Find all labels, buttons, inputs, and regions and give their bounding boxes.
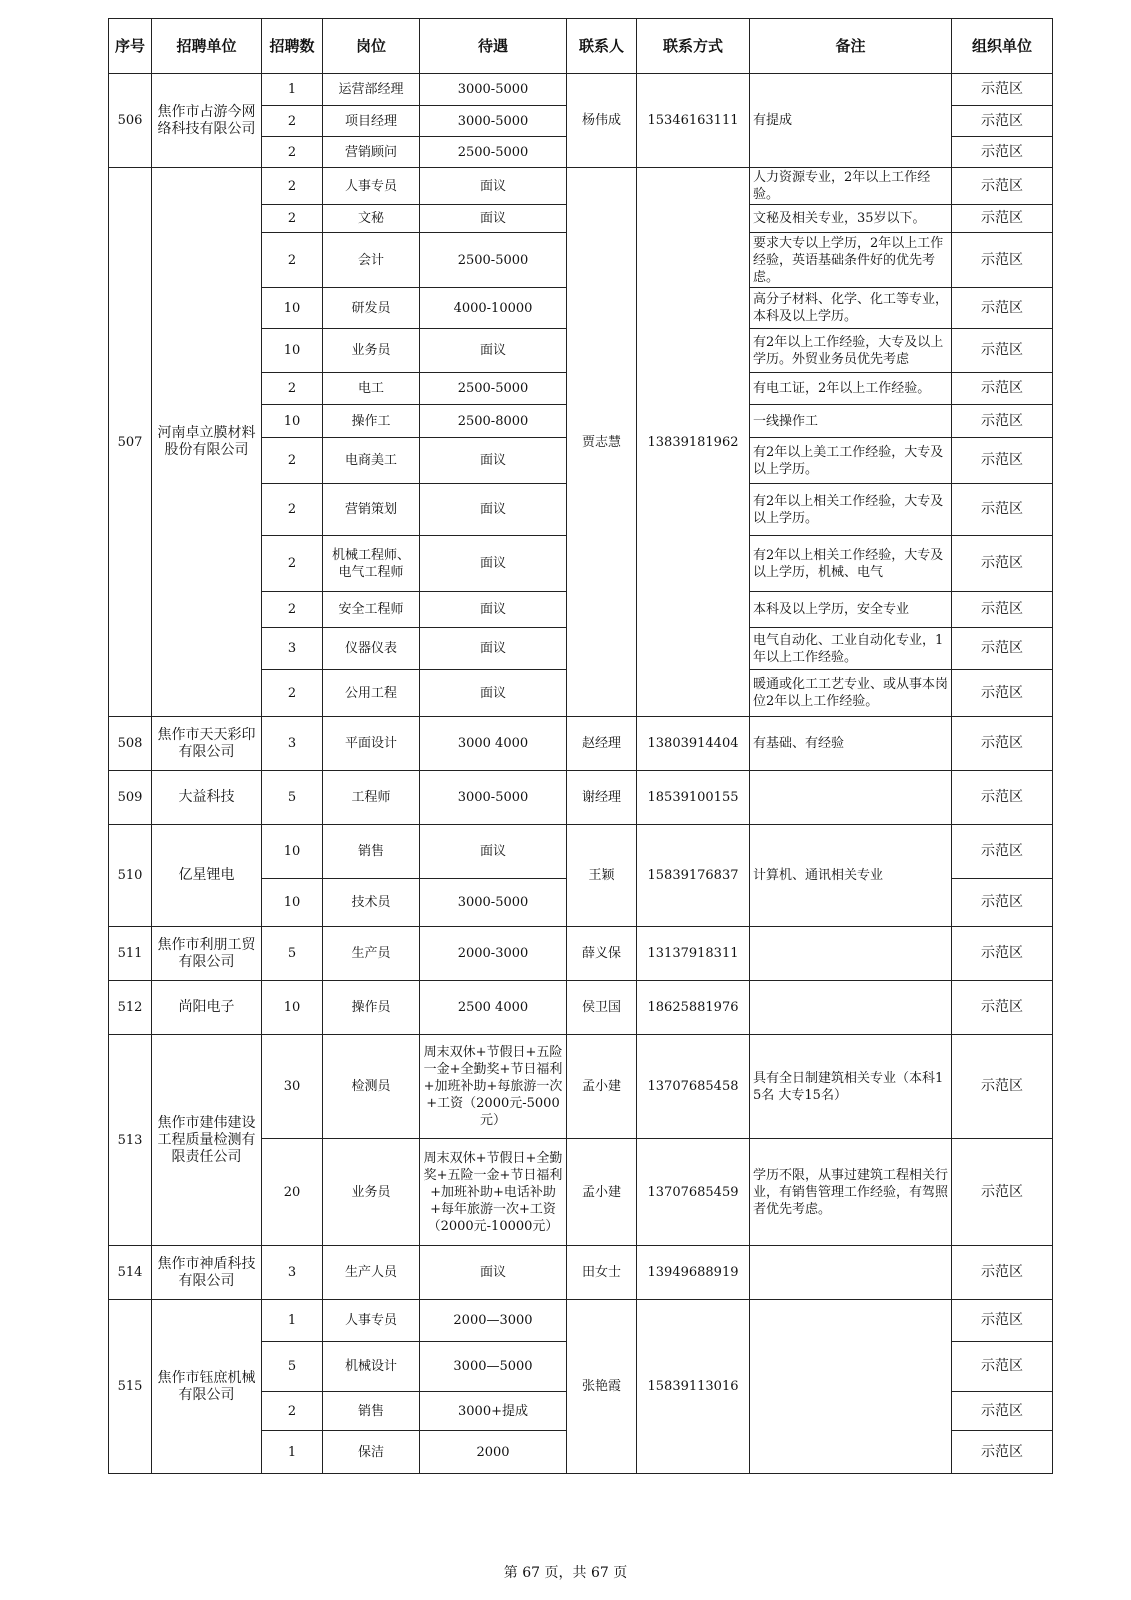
table-body [109,74,1053,1474]
note-cell: 电气自动化、工业自动化专业，1年以上工作经验。 [750,628,952,670]
header-organizer: 组织单位 [952,19,1053,74]
phone-cell: 13137918311 [637,927,750,981]
pay-cell: 周末双休+节假日+五险一金+全勤奖+节日福利+加班补助+每旅游一次+工资（2000元-5000元） [420,1035,567,1139]
note-cell [750,981,952,1035]
note-cell: 有2年以上美工工作经验，大专及以上学历。 [750,438,952,484]
pay-cell: 3000—5000 [420,1342,567,1392]
post-cell: 营销顾问 [323,137,420,168]
pay-cell: 面议 [420,205,567,233]
count-cell: 30 [262,1035,323,1139]
serial-cell: 511 [109,927,152,981]
post-cell: 公用工程 [323,670,420,717]
employer-cell: 亿星锂电 [152,825,262,927]
table-row [109,981,1053,1035]
note-cell: 高分子材料、化学、化工等专业，本科及以上学历。 [750,288,952,329]
post-cell: 机械工程师、电气工程师 [323,536,420,592]
table-row [109,168,1053,205]
note-cell: 有基础、有经验 [750,717,952,771]
employer-cell: 焦作市利朋工贸有限公司 [152,927,262,981]
serial-cell: 509 [109,771,152,825]
table-header-row [109,19,1053,74]
post-cell: 营销策划 [323,484,420,536]
organizer-cell: 示范区 [952,484,1053,536]
table-row [109,1246,1053,1300]
contact-cell: 贾志慧 [567,168,637,717]
pay-cell: 2000—3000 [420,1300,567,1342]
pay-cell: 2500-5000 [420,137,567,168]
count-cell: 3 [262,628,323,670]
note-cell: 计算机、通讯相关专业 [750,825,952,927]
organizer-cell: 示范区 [952,771,1053,825]
pay-cell: 2500 4000 [420,981,567,1035]
count-cell: 3 [262,717,323,771]
organizer-cell: 示范区 [952,168,1053,205]
post-cell: 人事专员 [323,1300,420,1342]
organizer-cell: 示范区 [952,592,1053,628]
table-row [109,74,1053,106]
pay-cell: 面议 [420,592,567,628]
post-cell: 生产员 [323,927,420,981]
contact-cell: 侯卫国 [567,981,637,1035]
note-cell: 有2年以上工作经验，大专及以上学历。外贸业务员优先考虑 [750,329,952,373]
pay-cell: 2500-8000 [420,405,567,438]
post-cell: 电工 [323,373,420,405]
organizer-cell: 示范区 [952,205,1053,233]
serial-cell: 508 [109,717,152,771]
note-cell: 有2年以上相关工作经验，大专及以上学历，机械、电气 [750,536,952,592]
header-post: 岗位 [323,19,420,74]
pay-cell: 面议 [420,438,567,484]
count-cell: 2 [262,592,323,628]
count-cell: 2 [262,536,323,592]
organizer-cell: 示范区 [952,981,1053,1035]
contact-cell: 赵经理 [567,717,637,771]
header-contact: 联系人 [567,19,637,74]
organizer-cell: 示范区 [952,628,1053,670]
serial-cell: 506 [109,74,152,168]
organizer-cell: 示范区 [952,879,1053,927]
organizer-cell: 示范区 [952,1342,1053,1392]
note-cell: 具有全日制建筑相关专业（本科15名 大专15名） [750,1035,952,1139]
post-cell: 保洁 [323,1431,420,1474]
pay-cell: 3000-5000 [420,879,567,927]
phone-cell: 13839181962 [637,168,750,717]
pay-cell: 2000-3000 [420,927,567,981]
contact-cell: 孟小建 [567,1035,637,1139]
note-cell: 学历不限，从事过建筑工程相关行业，有销售管理工作经验，有驾照者优先考虑。 [750,1139,952,1246]
organizer-cell: 示范区 [952,825,1053,879]
post-cell: 运营部经理 [323,74,420,106]
note-cell: 有提成 [750,74,952,168]
pay-cell: 面议 [420,168,567,205]
employer-cell: 河南卓立膜材料股份有限公司 [152,168,262,717]
header-employer: 招聘单位 [152,19,262,74]
header-phone: 联系方式 [637,19,750,74]
employer-cell: 焦作市占游今网络科技有限公司 [152,74,262,168]
pay-cell: 面议 [420,329,567,373]
organizer-cell: 示范区 [952,405,1053,438]
contact-cell: 张艳霞 [567,1300,637,1474]
table-row [109,825,1053,879]
note-cell: 要求大专以上学历，2年以上工作经验，英语基础条件好的优先考虑。 [750,233,952,288]
count-cell: 2 [262,373,323,405]
header-note: 备注 [750,19,952,74]
count-cell: 3 [262,1246,323,1300]
note-cell [750,1300,952,1474]
pay-cell: 3000-5000 [420,74,567,106]
post-cell: 机械设计 [323,1342,420,1392]
pay-cell: 面议 [420,825,567,879]
count-cell: 10 [262,329,323,373]
organizer-cell: 示范区 [952,1392,1053,1431]
phone-cell: 18625881976 [637,981,750,1035]
organizer-cell: 示范区 [952,137,1053,168]
pay-cell: 3000-5000 [420,771,567,825]
organizer-cell: 示范区 [952,1035,1053,1139]
table-row [109,927,1053,981]
organizer-cell: 示范区 [952,1246,1053,1300]
organizer-cell: 示范区 [952,927,1053,981]
organizer-cell: 示范区 [952,373,1053,405]
note-cell: 有2年以上相关工作经验，大专及以上学历。 [750,484,952,536]
count-cell: 20 [262,1139,323,1246]
organizer-cell: 示范区 [952,1139,1053,1246]
post-cell: 仪器仪表 [323,628,420,670]
phone-cell: 13707685459 [637,1139,750,1246]
organizer-cell: 示范区 [952,536,1053,592]
pay-cell: 面议 [420,670,567,717]
note-cell: 暖通或化工工艺专业、或从事本岗位2年以上工作经验。 [750,670,952,717]
count-cell: 2 [262,1392,323,1431]
count-cell: 10 [262,825,323,879]
count-cell: 2 [262,205,323,233]
table-row [109,717,1053,771]
serial-cell: 514 [109,1246,152,1300]
note-cell: 文秘及相关专业，35岁以下。 [750,205,952,233]
post-cell: 生产人员 [323,1246,420,1300]
post-cell: 操作员 [323,981,420,1035]
note-cell [750,771,952,825]
count-cell: 1 [262,1431,323,1474]
contact-cell: 杨伟成 [567,74,637,168]
note-cell: 一线操作工 [750,405,952,438]
post-cell: 业务员 [323,1139,420,1246]
serial-cell: 513 [109,1035,152,1246]
contact-cell: 田女士 [567,1246,637,1300]
count-cell: 2 [262,233,323,288]
post-cell: 文秘 [323,205,420,233]
count-cell: 2 [262,137,323,168]
employer-cell: 焦作市神盾科技有限公司 [152,1246,262,1300]
pay-cell: 2000 [420,1431,567,1474]
phone-cell: 15839176837 [637,825,750,927]
employer-cell: 焦作市天天彩印有限公司 [152,717,262,771]
pay-cell: 面议 [420,536,567,592]
count-cell: 10 [262,879,323,927]
pay-cell: 2500-5000 [420,233,567,288]
count-cell: 2 [262,484,323,536]
post-cell: 工程师 [323,771,420,825]
pay-cell: 面议 [420,1246,567,1300]
pay-cell: 3000+提成 [420,1392,567,1431]
note-cell: 本科及以上学历，安全专业 [750,592,952,628]
count-cell: 5 [262,927,323,981]
pay-cell: 4000-10000 [420,288,567,329]
organizer-cell: 示范区 [952,106,1053,137]
count-cell: 5 [262,1342,323,1392]
organizer-cell: 示范区 [952,329,1053,373]
serial-cell: 512 [109,981,152,1035]
contact-cell: 孟小建 [567,1139,637,1246]
phone-cell: 18539100155 [637,771,750,825]
pay-cell: 周末双休+节假日+全勤奖+五险一金+节日福利+加班补助+电话补助+每年旅游一次+工资（2000元-10000元） [420,1139,567,1246]
organizer-cell: 示范区 [952,717,1053,771]
count-cell: 1 [262,1300,323,1342]
note-cell: 人力资源专业，2年以上工作经验。 [750,168,952,205]
header-serial: 序号 [109,19,152,74]
employer-cell: 焦作市钰庶机械有限公司 [152,1300,262,1474]
organizer-cell: 示范区 [952,74,1053,106]
phone-cell: 13949688919 [637,1246,750,1300]
page-footer: 第 67 页，共 67 页 [503,1565,628,1581]
count-cell: 1 [262,74,323,106]
organizer-cell: 示范区 [952,288,1053,329]
post-cell: 销售 [323,825,420,879]
employer-cell: 大益科技 [152,771,262,825]
organizer-cell: 示范区 [952,1300,1053,1342]
serial-cell: 510 [109,825,152,927]
contact-cell: 王颖 [567,825,637,927]
post-cell: 会计 [323,233,420,288]
header-pay: 待遇 [420,19,567,74]
post-cell: 人事专员 [323,168,420,205]
post-cell: 研发员 [323,288,420,329]
phone-cell: 13707685458 [637,1035,750,1139]
organizer-cell: 示范区 [952,438,1053,484]
count-cell: 10 [262,405,323,438]
contact-cell: 谢经理 [567,771,637,825]
header-count: 招聘数 [262,19,323,74]
count-cell: 2 [262,106,323,137]
table-row [109,1035,1053,1139]
pay-cell: 2500-5000 [420,373,567,405]
recruitment-table [108,18,1053,1474]
serial-cell: 515 [109,1300,152,1474]
phone-cell: 15346163111 [637,74,750,168]
contact-cell: 薛义保 [567,927,637,981]
note-cell: 有电工证，2年以上工作经验。 [750,373,952,405]
note-cell [750,927,952,981]
post-cell: 业务员 [323,329,420,373]
table-row [109,1300,1053,1342]
pay-cell: 3000 4000 [420,717,567,771]
count-cell: 10 [262,981,323,1035]
organizer-cell: 示范区 [952,1431,1053,1474]
organizer-cell: 示范区 [952,233,1053,288]
pay-cell: 面议 [420,484,567,536]
post-cell: 销售 [323,1392,420,1431]
table-row [109,771,1053,825]
post-cell: 操作工 [323,405,420,438]
post-cell: 检测员 [323,1035,420,1139]
phone-cell: 15839113016 [637,1300,750,1474]
serial-cell: 507 [109,168,152,717]
pay-cell: 面议 [420,628,567,670]
pay-cell: 3000-5000 [420,106,567,137]
organizer-cell: 示范区 [952,670,1053,717]
count-cell: 5 [262,771,323,825]
employer-cell: 焦作市建伟建设工程质量检测有限责任公司 [152,1035,262,1246]
post-cell: 安全工程师 [323,592,420,628]
count-cell: 10 [262,288,323,329]
count-cell: 2 [262,670,323,717]
post-cell: 技术员 [323,879,420,927]
note-cell [750,1246,952,1300]
employer-cell: 尚阳电子 [152,981,262,1035]
post-cell: 电商美工 [323,438,420,484]
phone-cell: 13803914404 [637,717,750,771]
post-cell: 项目经理 [323,106,420,137]
count-cell: 2 [262,438,323,484]
count-cell: 2 [262,168,323,205]
post-cell: 平面设计 [323,717,420,771]
